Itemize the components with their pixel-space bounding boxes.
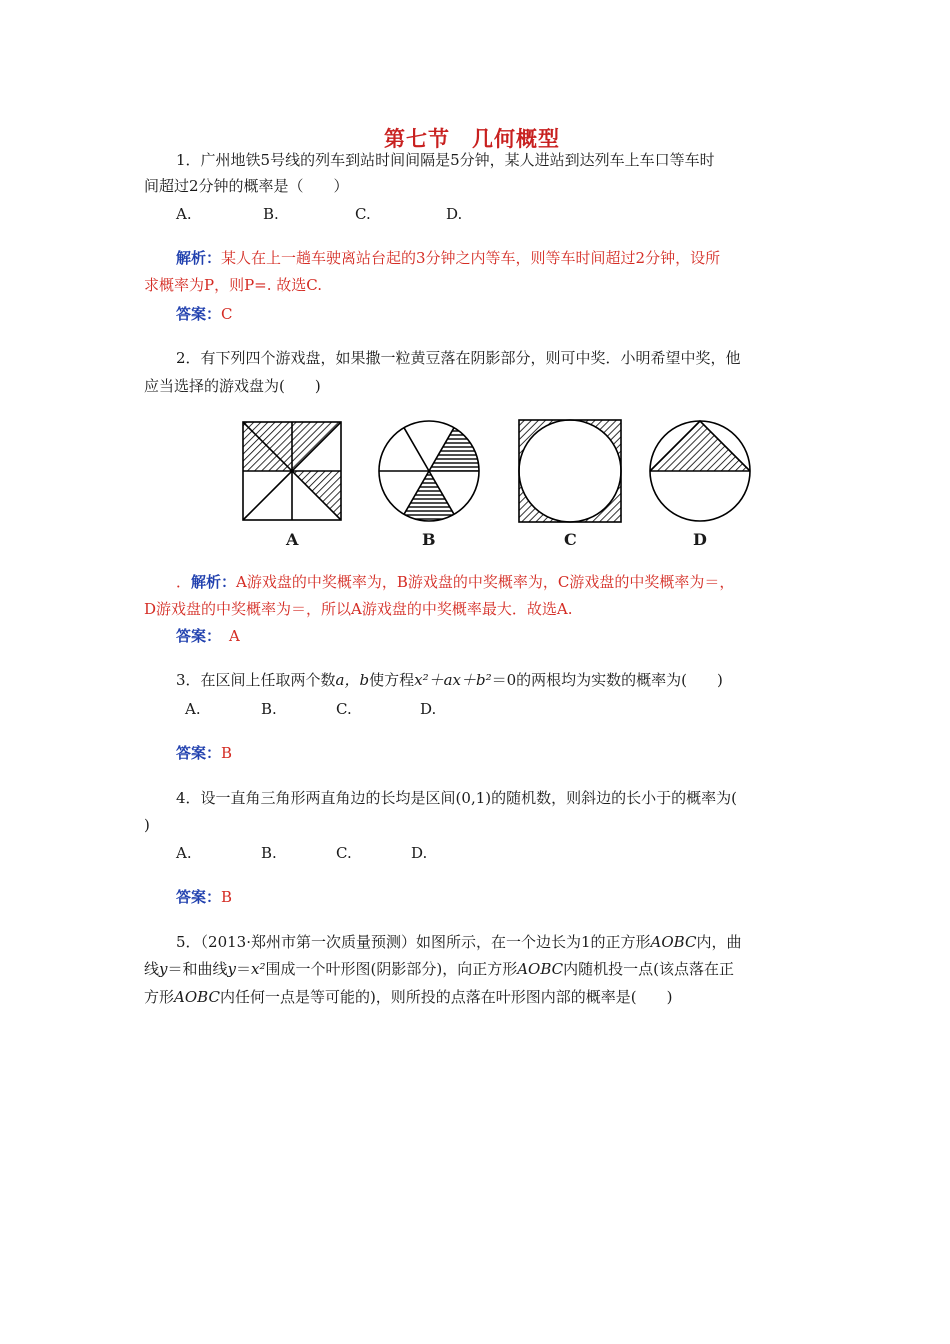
q4-option-a: A. bbox=[176, 844, 192, 862]
q3-answer-value: B bbox=[221, 744, 233, 762]
q1-analysis-line1 bbox=[176, 248, 720, 268]
q3-option-b: B. bbox=[261, 700, 277, 718]
q3-text-part: 使方程 bbox=[369, 671, 415, 689]
q2-answer-value: A bbox=[229, 627, 240, 645]
q4-answer-label: 答案： bbox=[176, 888, 222, 906]
q2-analysis-prefix: ． bbox=[176, 573, 192, 591]
game-boards-figure bbox=[230, 410, 760, 560]
q5-text-line2 bbox=[144, 959, 734, 979]
q2-analysis-text: A游戏盘的中奖概率为，B游戏盘的中奖概率为，C游戏盘的中奖概率为＝， bbox=[236, 573, 735, 591]
q4-text-line2: ) bbox=[144, 816, 150, 834]
q3-answer-label: 答案： bbox=[176, 744, 222, 762]
q1-answer-label: 答案： bbox=[176, 305, 222, 323]
q1-analysis-text: 某人在上一趟车驶离站台起的3分钟之内等车，则等车时间超过2分钟，设所 bbox=[221, 249, 721, 267]
q5-text-part: 线 bbox=[144, 960, 160, 978]
q5-text-part: 方形 bbox=[144, 988, 175, 1006]
q2-answer-label: 答案： bbox=[176, 627, 222, 645]
q3-option-a: A. bbox=[185, 700, 201, 718]
q5-text-part: 围成一个叶形图(阴影部分)，向正方形 bbox=[265, 960, 518, 978]
board-a-label: A bbox=[286, 530, 299, 549]
q2-analysis-line2: D游戏盘的中奖概率为＝，所以A游戏盘的中奖概率最大．故选A. bbox=[144, 600, 573, 618]
q1-analysis-line2: 求概率为P，则P=. 故选C. bbox=[144, 276, 323, 294]
board-c-label: C bbox=[564, 530, 577, 549]
q5-text-part: 内，曲 bbox=[696, 933, 742, 951]
q5-text-var: AOBC bbox=[650, 933, 697, 951]
q3-text-part: 3．在区间上任取两个数 bbox=[176, 671, 336, 689]
q2-analysis-label: 解析： bbox=[191, 573, 237, 591]
q1-option-c: C. bbox=[355, 205, 371, 223]
q4-text-line1: 4．设一直角三角形两直角边的长均是区间(0,1)的随机数，则斜边的长小于的概率为( bbox=[176, 789, 737, 807]
board-d bbox=[650, 421, 750, 521]
board-c bbox=[519, 420, 621, 522]
q5-text-part: 内任何一点是等可能的)，则所投的点落在叶形图内部的概率是( ) bbox=[219, 988, 673, 1006]
q4-option-b: B. bbox=[261, 844, 277, 862]
q3-text-part: ＝0的两根均为实数的概率为( ) bbox=[491, 671, 723, 689]
q5-text-part: 内随机投一点(该点落在正 bbox=[563, 960, 734, 978]
q1-answer-value: C bbox=[221, 305, 233, 323]
q1-text-line2: 间超过2分钟的概率是（ ） bbox=[144, 177, 349, 195]
q2-answer bbox=[176, 626, 240, 646]
q4-answer-value: B bbox=[221, 888, 233, 906]
q3-answer bbox=[176, 743, 232, 763]
q3-text-equation: x²＋ax＋b² bbox=[414, 671, 492, 689]
q2-analysis-line1 bbox=[176, 572, 734, 592]
q3-option-c: C. bbox=[336, 700, 352, 718]
page-title: 第七节 几何概型 bbox=[384, 127, 560, 151]
q3-text-line1 bbox=[176, 670, 723, 690]
q1-option-d: D. bbox=[446, 205, 463, 223]
q5-text-var: x² bbox=[251, 960, 266, 978]
q4-option-c: C. bbox=[336, 844, 352, 862]
board-a bbox=[243, 422, 341, 520]
q5-text-var: AOBC bbox=[174, 988, 220, 1006]
q5-text-line1 bbox=[176, 932, 741, 952]
q4-option-d: D. bbox=[411, 844, 428, 862]
q5-text-part: ＝ bbox=[236, 960, 252, 978]
q1-option-a: A. bbox=[176, 205, 192, 223]
q5-text-line3 bbox=[144, 987, 673, 1007]
board-b bbox=[379, 421, 479, 521]
q5-text-var: y bbox=[159, 960, 168, 978]
q5-text-var: y bbox=[227, 960, 236, 978]
q5-text-part: 5．（2013·郑州市第一次质量预测）如图所示，在一个边长为1的正方形 bbox=[176, 933, 651, 951]
q3-text-vars: a，b bbox=[335, 671, 370, 689]
q5-text-part: ＝和曲线 bbox=[167, 960, 228, 978]
q1-option-b: B. bbox=[263, 205, 279, 223]
q1-answer bbox=[176, 304, 233, 324]
board-b-label: B bbox=[422, 530, 436, 549]
q1-text-line1: 1．广州地铁5号线的列车到站时间间隔是5分钟，某人进站到达列车上车口等车时 bbox=[176, 151, 715, 169]
q4-answer bbox=[176, 887, 232, 907]
q2-text-line1: 2．有下列四个游戏盘，如果撒一粒黄豆落在阴影部分，则可中奖．小明希望中奖，他 bbox=[176, 349, 741, 367]
q1-analysis-label: 解析： bbox=[176, 249, 222, 267]
q2-text-line2: 应当选择的游戏盘为( ) bbox=[144, 377, 321, 395]
q3-option-d: D. bbox=[420, 700, 437, 718]
board-d-label: D bbox=[693, 530, 707, 549]
q5-text-var: AOBC bbox=[517, 960, 564, 978]
